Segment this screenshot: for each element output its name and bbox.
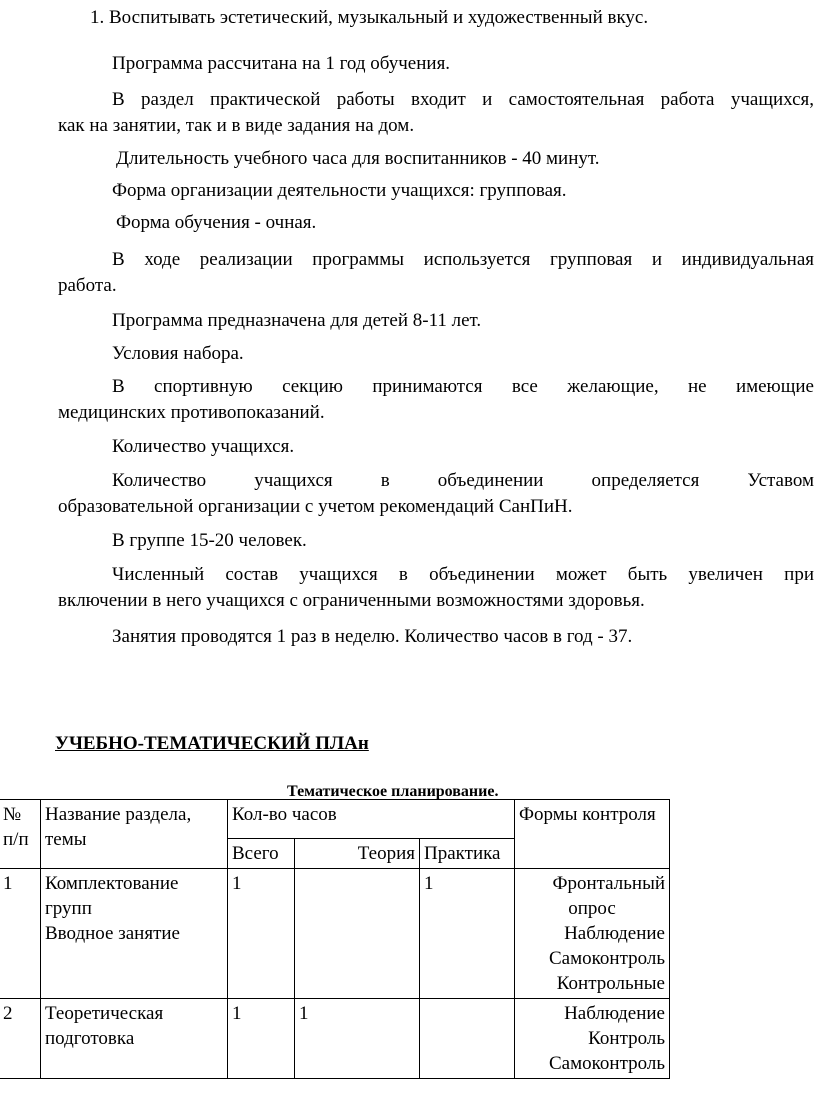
- table-row: [0, 869, 670, 999]
- row-number: 2: [0, 999, 41, 1079]
- header-section-name: Название раздела, темы: [41, 800, 228, 869]
- form-line: Самоконтроль: [549, 1053, 665, 1074]
- paragraph-age: Программа предназначена для детей 8-11 лет.: [112, 310, 482, 331]
- paragraph-special-needs: [58, 564, 814, 612]
- row-theory: [295, 869, 420, 999]
- goal-item-1: 1. Воспитывать эстетический, музыкальный и художественный вкус.: [90, 7, 649, 28]
- form-line: Наблюдение: [564, 1003, 665, 1024]
- row-practice: 1: [420, 869, 515, 999]
- row-section-name: [41, 999, 228, 1079]
- paragraph-students-count: [58, 470, 814, 518]
- header-practice: Практика: [420, 839, 515, 869]
- paragraph-group-size: В группе 15-20 человек.: [112, 530, 307, 551]
- row-name-line: Комплектование: [45, 873, 179, 894]
- form-line: Фронтальный: [552, 873, 665, 894]
- header-control-forms: Формы контроля: [515, 800, 670, 869]
- table-header-row: [0, 800, 670, 839]
- paragraph-study-form: Форма обучения - очная.: [116, 212, 317, 233]
- row-name-line: Теоретическая: [45, 1003, 164, 1024]
- form-line: Контрольные: [556, 973, 665, 994]
- row-theory: 1: [295, 999, 420, 1079]
- line: В раздел практической работы входит и самостоятельная работа учащихся,: [112, 89, 814, 110]
- form-line: Наблюдение: [564, 923, 665, 944]
- paragraph-enrollment: [58, 376, 814, 424]
- row-practice: [420, 999, 515, 1079]
- form-line: Контроль: [588, 1028, 665, 1049]
- row-total: 1: [228, 999, 295, 1079]
- paragraph-lesson-length: Длительность учебного часа для воспитанников - 40 минут.: [116, 148, 600, 169]
- table-row: [0, 999, 670, 1079]
- form-line: опрос: [568, 898, 616, 919]
- line: работа.: [58, 275, 117, 296]
- header-hours: Кол-во часов: [228, 800, 515, 839]
- row-control-forms: [515, 999, 670, 1079]
- header-total: Всего: [228, 839, 295, 869]
- header-number: № п/п: [0, 800, 41, 869]
- row-name-line: Вводное занятие: [45, 923, 180, 944]
- paragraph-practical-work: [58, 89, 814, 137]
- line: медицинских противопоказаний.: [58, 402, 325, 423]
- form-line: Самоконтроль: [549, 948, 665, 969]
- line: включении в него учащихся с ограниченными возможностями здоровья.: [58, 590, 645, 611]
- section-heading: УЧЕБНО-ТЕМАТИЧЕСКИЙ ПЛАн: [55, 733, 369, 754]
- row-section-name: [41, 869, 228, 999]
- paragraph-schedule: Занятия проводятся 1 раз в неделю. Количество часов в год - 37.: [112, 626, 633, 647]
- thematic-plan-table: [0, 799, 670, 1079]
- paragraph-students-title: Количество учащихся.: [112, 436, 295, 457]
- paragraph-duration: Программа рассчитана на 1 год обучения.: [112, 53, 451, 74]
- line: Количество учащихся в объединении определяется Уставом: [112, 470, 814, 491]
- paragraph-enrollment-title: Условия набора.: [112, 343, 244, 364]
- row-name-line: групп: [45, 898, 92, 919]
- paragraph-work-type: [58, 249, 814, 297]
- line: как на занятии, так и в виде задания на дом.: [58, 115, 415, 136]
- row-control-forms: [515, 869, 670, 999]
- paragraph-organization-form: Форма организации деятельности учащихся: групповая.: [112, 180, 567, 201]
- line: В ходе реализации программы используется групповая и индивидуальная: [112, 249, 814, 270]
- row-name-line: подготовка: [45, 1028, 135, 1049]
- line: Численный состав учащихся в объединении может быть увеличен при: [112, 564, 814, 585]
- row-total: 1: [228, 869, 295, 999]
- line: В спортивную секцию принимаются все желающие, не имеющие: [112, 376, 814, 397]
- header-theory: Теория: [295, 839, 420, 869]
- table-caption: Тематическое планирование.: [287, 783, 499, 800]
- line: образовательной организации с учетом рекомендаций СанПиН.: [58, 496, 573, 517]
- row-number: 1: [0, 869, 41, 999]
